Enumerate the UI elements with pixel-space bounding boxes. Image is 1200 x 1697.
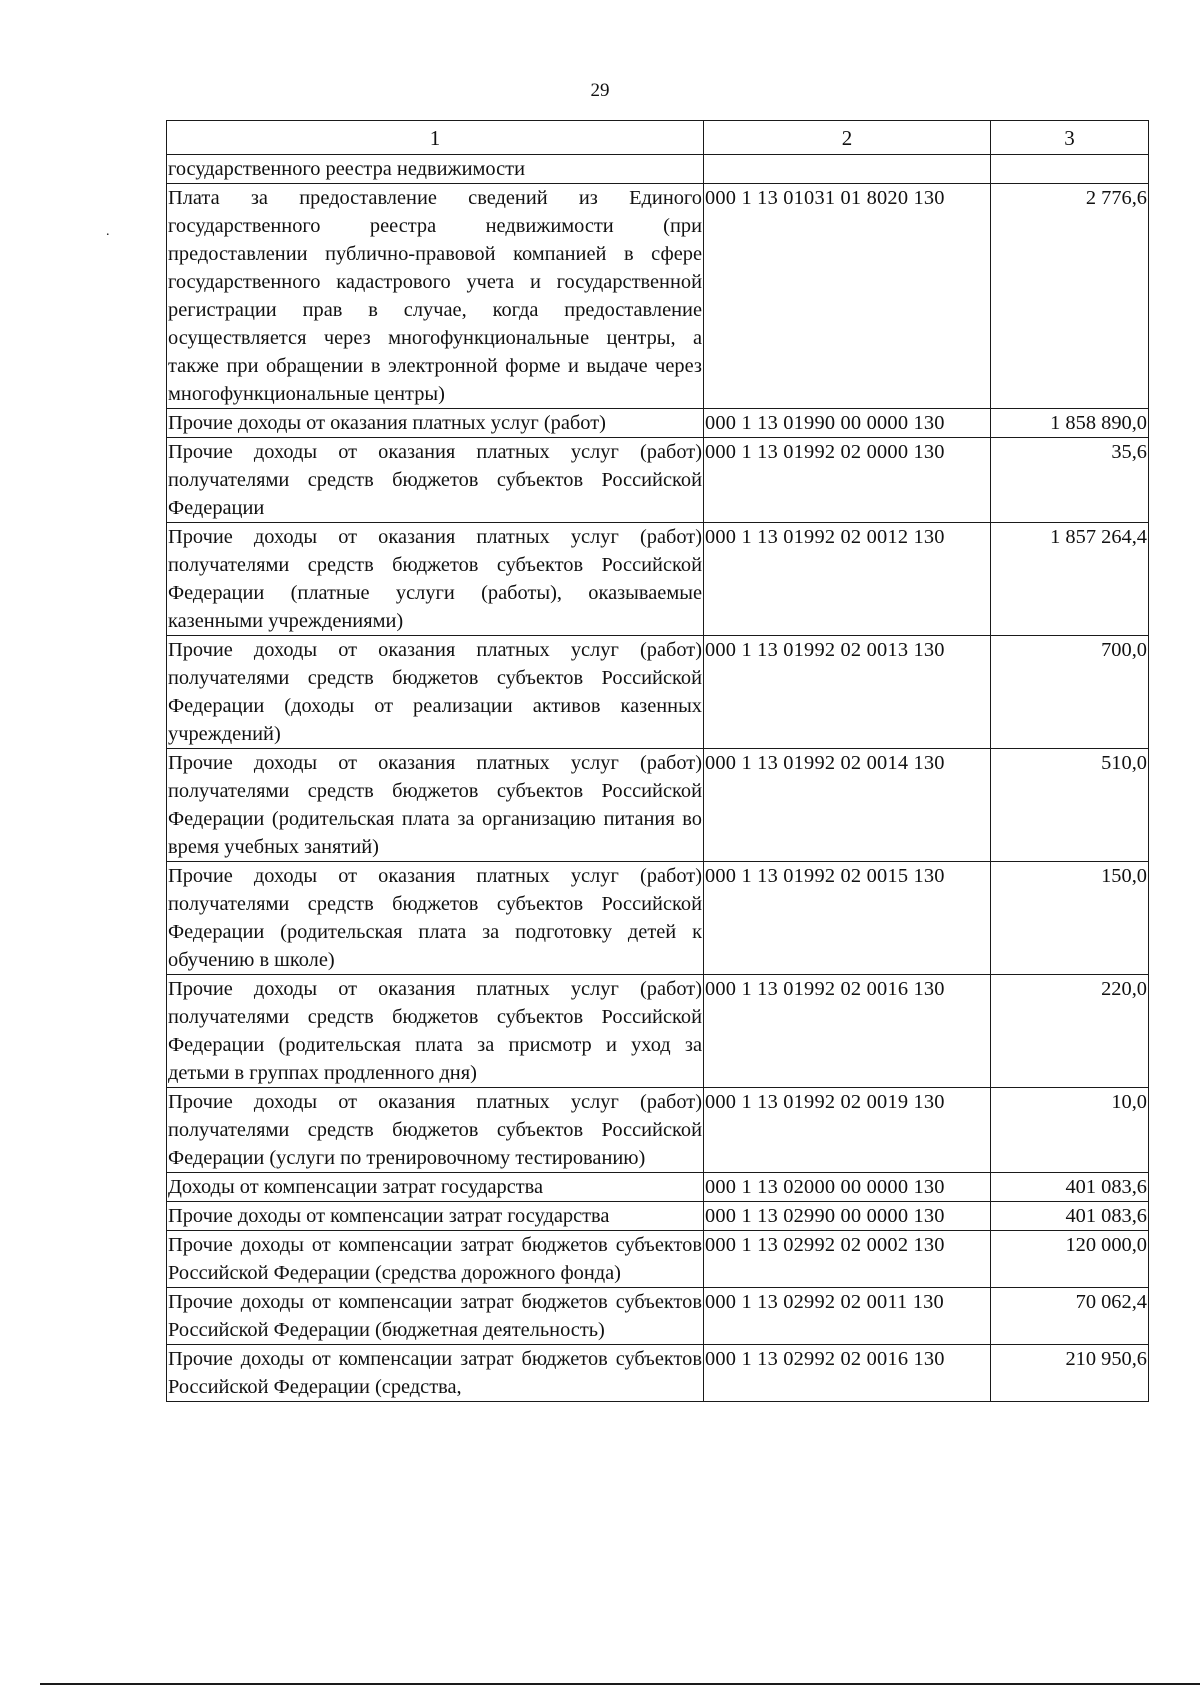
table-row (167, 1288, 1149, 1345)
row-amount-cell (991, 155, 1149, 184)
row-code-cell: 000 1 13 01031 01 8020 130 (704, 184, 991, 409)
row-amount-cell: 401 083,6 (991, 1173, 1149, 1202)
row-name-cell: Прочие доходы от оказания платных услуг (работ) получателями средств бюджетов субъектов Российской Федерации (родительская плата за подготовку детей к обучению в школе) (167, 862, 704, 975)
table-row (167, 975, 1149, 1088)
table-row (167, 1345, 1149, 1402)
row-name-cell: Доходы от компенсации затрат государства (167, 1173, 704, 1202)
row-code-cell: 000 1 13 01992 02 0016 130 (704, 975, 991, 1088)
row-amount-cell: 220,0 (991, 975, 1149, 1088)
row-amount-cell: 700,0 (991, 636, 1149, 749)
table-row (167, 749, 1149, 862)
row-code-cell: 000 1 13 01990 00 0000 130 (704, 409, 991, 438)
table-row (167, 1202, 1149, 1231)
row-amount-cell: 120 000,0 (991, 1231, 1149, 1288)
row-code-cell: 000 1 13 02990 00 0000 130 (704, 1202, 991, 1231)
row-name-cell: Прочие доходы от оказания платных услуг (работ) (167, 409, 704, 438)
table-row (167, 1173, 1149, 1202)
row-name-cell: Прочие доходы от оказания платных услуг (работ) получателями средств бюджетов субъектов Российской Федерации (платные услуги (работы), оказываемые казенными учреждениями) (167, 523, 704, 636)
row-name-cell: Прочие доходы от компенсации затрат бюджетов субъектов Российской Федерации (средства, (167, 1345, 704, 1402)
column-header-name: 1 (167, 121, 704, 155)
table-row (167, 1231, 1149, 1288)
table-row (167, 1088, 1149, 1173)
row-amount-cell: 401 083,6 (991, 1202, 1149, 1231)
stray-mark: . (106, 224, 110, 239)
bottom-rule (40, 1683, 1200, 1685)
row-code-cell: 000 1 13 01992 02 0019 130 (704, 1088, 991, 1173)
row-name-cell: Прочие доходы от оказания платных услуг (работ) получателями средств бюджетов субъектов Российской Федерации (услуги по тренировочному тестированию) (167, 1088, 704, 1173)
row-amount-cell: 70 062,4 (991, 1288, 1149, 1345)
row-code-cell: 000 1 13 02000 00 0000 130 (704, 1173, 991, 1202)
row-amount-cell: 2 776,6 (991, 184, 1149, 409)
row-amount-cell: 10,0 (991, 1088, 1149, 1173)
row-code-cell: 000 1 13 01992 02 0015 130 (704, 862, 991, 975)
row-name-cell: Прочие доходы от компенсации затрат бюджетов субъектов Российской Федерации (средства дорожного фонда) (167, 1231, 704, 1288)
table-row (167, 184, 1149, 409)
table-row (167, 862, 1149, 975)
row-code-cell (704, 155, 991, 184)
row-name-cell: Плата за предоставление сведений из Единого государственного реестра недвижимости (при предоставлении публично-правовой компанией в сфере государственного кадастрового учета и государственной регистрации прав в случае, когда предоставление осуществляется через многофункциональные центры, а также при обращении в электронной форме и выдаче через многофункциональные центры) (167, 184, 704, 409)
table-row (167, 438, 1149, 523)
table-row (167, 409, 1149, 438)
row-code-cell: 000 1 13 01992 02 0014 130 (704, 749, 991, 862)
row-amount-cell: 1 858 890,0 (991, 409, 1149, 438)
row-amount-cell: 150,0 (991, 862, 1149, 975)
row-code-cell: 000 1 13 01992 02 0000 130 (704, 438, 991, 523)
row-amount-cell: 35,6 (991, 438, 1149, 523)
row-name-cell: Прочие доходы от компенсации затрат бюджетов субъектов Российской Федерации (бюджетная деятельность) (167, 1288, 704, 1345)
row-name-cell: Прочие доходы от оказания платных услуг (работ) получателями средств бюджетов субъектов Российской Федерации (родительская плата за присмотр и уход за детьми в группах продленного дня) (167, 975, 704, 1088)
row-name-cell: Прочие доходы от оказания платных услуг (работ) получателями средств бюджетов субъектов Российской Федерации (доходы от реализации активов казенных учреждений) (167, 636, 704, 749)
row-amount-cell: 1 857 264,4 (991, 523, 1149, 636)
row-code-cell: 000 1 13 02992 02 0016 130 (704, 1345, 991, 1402)
row-code-cell: 000 1 13 01992 02 0013 130 (704, 636, 991, 749)
table-row (167, 155, 1149, 184)
row-name-cell: Прочие доходы от оказания платных услуг (работ) получателями средств бюджетов субъектов Российской Федерации (167, 438, 704, 523)
page-number: 29 (590, 80, 610, 101)
column-header-code: 2 (704, 121, 991, 155)
table-row (167, 523, 1149, 636)
row-amount-cell: 210 950,6 (991, 1345, 1149, 1402)
column-header-amount: 3 (991, 121, 1149, 155)
row-code-cell: 000 1 13 02992 02 0002 130 (704, 1231, 991, 1288)
table-header-row (167, 121, 1149, 155)
table-row (167, 636, 1149, 749)
row-name-cell: государственного реестра недвижимости (167, 155, 704, 184)
table-body (167, 155, 1149, 1402)
row-code-cell: 000 1 13 01992 02 0012 130 (704, 523, 991, 636)
row-code-cell: 000 1 13 02992 02 0011 130 (704, 1288, 991, 1345)
row-name-cell: Прочие доходы от оказания платных услуг (работ) получателями средств бюджетов субъектов Российской Федерации (родительская плата за организацию питания во время учебных занятий) (167, 749, 704, 862)
row-name-cell: Прочие доходы от компенсации затрат государства (167, 1202, 704, 1231)
row-amount-cell: 510,0 (991, 749, 1149, 862)
revenue-table (166, 120, 1149, 1402)
